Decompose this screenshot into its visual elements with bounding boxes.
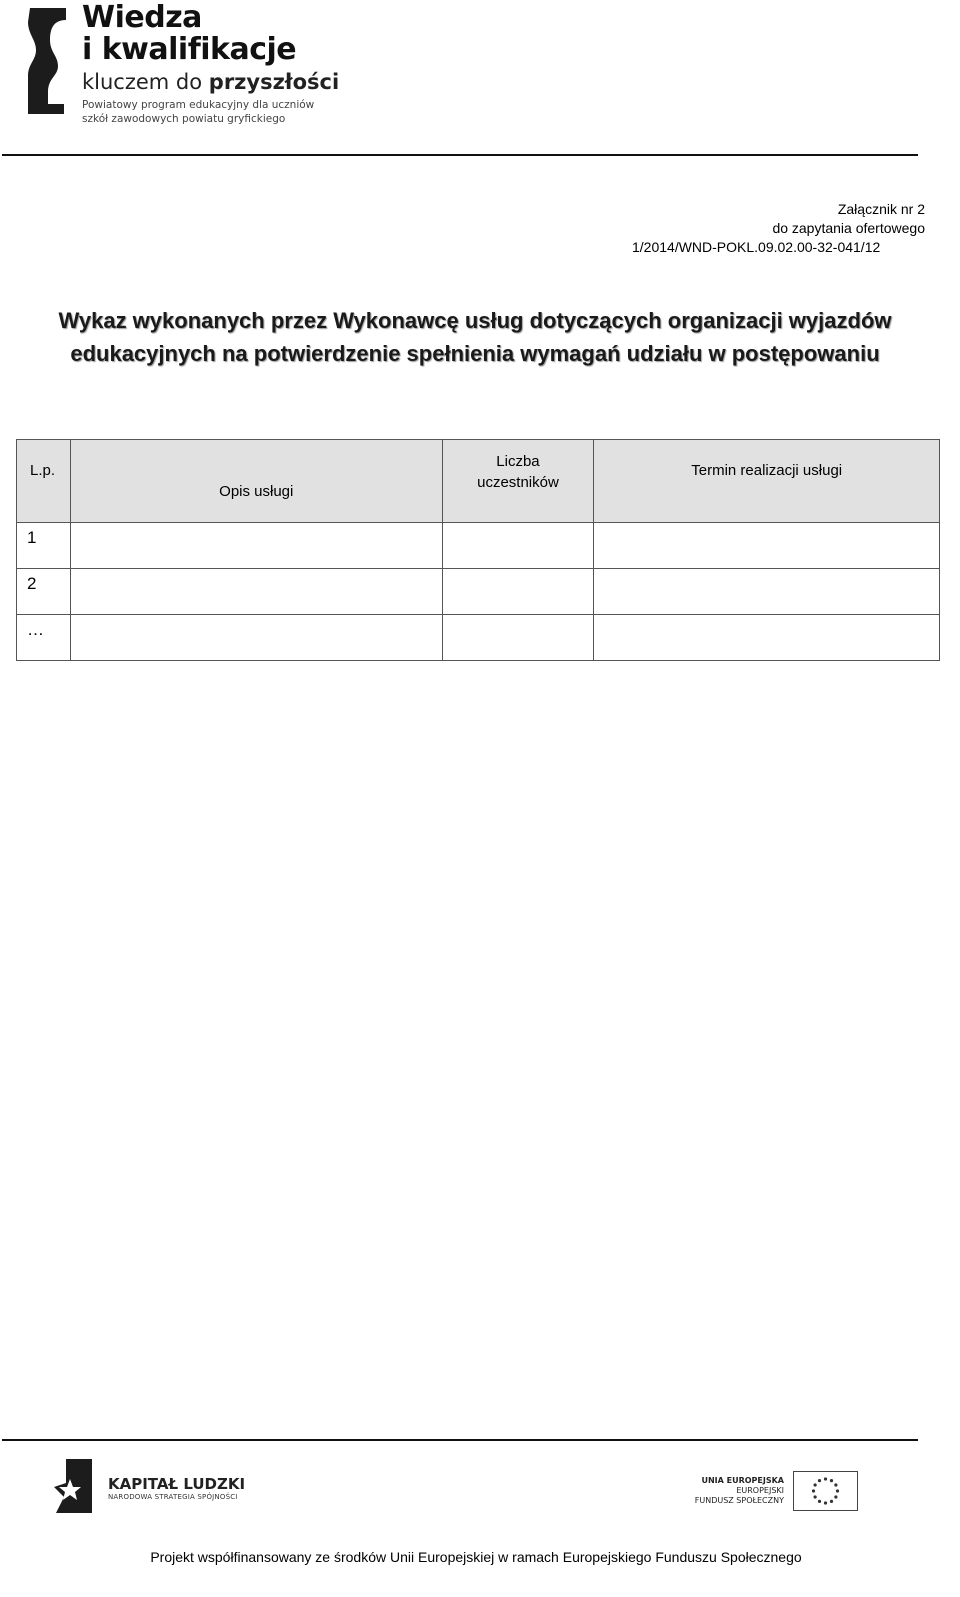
header-cell-term [594, 440, 940, 523]
eu-flag-icon [793, 1471, 858, 1511]
description-cell[interactable] [70, 569, 442, 615]
header-term-label: Termin realizacji usługi [691, 462, 843, 479]
eu-line1: UNIA EUROPEJSKA [701, 1476, 784, 1485]
row-number-cell [17, 615, 71, 661]
term-cell[interactable] [594, 569, 940, 615]
logo-title-line1: Wiedza [82, 0, 202, 35]
logo-title-line2: i kwalifikacje [82, 32, 297, 67]
header-participants-line1: Liczba [496, 453, 540, 470]
header-participants-label [443, 451, 594, 493]
row-number: … [27, 620, 44, 639]
eu-line2: EUROPEJSKI [736, 1486, 784, 1495]
eu-star-icon [814, 1483, 817, 1486]
header-cell-description [70, 440, 442, 523]
document-title [14, 304, 936, 370]
kapital-ludzki-subtitle: NARODOWA STRATEGIA SPÓJNOŚCI [108, 1493, 238, 1501]
annex-line2: do zapytania ofertowego [772, 220, 925, 236]
row-number: 2 [27, 574, 37, 593]
logo-subtitle [82, 70, 339, 94]
logo-tagline [82, 98, 314, 126]
eu-star-icon [830, 1479, 833, 1482]
document-title-line2: edukacyjnych na potwierdzenie spełnienia wymagań udziału w postępowaniu [70, 341, 880, 366]
table-row [17, 523, 940, 569]
program-logo-mark-icon [26, 6, 70, 116]
kapital-ludzki-title: KAPITAŁ LUDZKI [108, 1475, 246, 1493]
row-number: 1 [27, 528, 37, 547]
term-cell[interactable] [594, 523, 940, 569]
row-number-cell [17, 569, 71, 615]
header-description-label: Opis usługi [219, 483, 294, 500]
footer-divider [2, 1439, 918, 1441]
table-row [17, 615, 940, 661]
eu-star-icon [818, 1500, 821, 1503]
eu-fund-label [664, 1476, 784, 1506]
eu-star-icon [824, 1501, 827, 1504]
eu-star-icon [818, 1479, 821, 1482]
document-title-line1: Wykaz wykonanych przez Wykonawcę usług dotyczących organizacji wyjazdów [58, 308, 892, 333]
participants-cell[interactable] [442, 615, 594, 661]
logo-title [82, 2, 296, 66]
logo-sub-bold: przyszłości [208, 70, 340, 94]
annex-line1: Załącznik nr 2 [837, 201, 925, 217]
logo-tagline-line2: szkół zawodowych powiatu gryfickiego [82, 113, 286, 125]
table-header-row [17, 440, 940, 523]
eu-star-icon [834, 1483, 837, 1486]
header-cell-participants [442, 440, 594, 523]
eu-star-icon [836, 1489, 839, 1492]
row-number-cell [17, 523, 71, 569]
header-divider [2, 154, 918, 156]
annex-label [772, 200, 925, 238]
header-participants-line2: uczestników [477, 474, 559, 491]
term-cell[interactable] [594, 615, 940, 661]
participants-cell[interactable] [442, 569, 594, 615]
eu-star-icon [824, 1477, 827, 1480]
header-lp-label: L.p. [30, 462, 56, 479]
description-cell[interactable] [70, 615, 442, 661]
header-cell-lp [17, 440, 71, 523]
eu-line3: FUNDUSZ SPOŁECZNY [694, 1496, 784, 1505]
cofinancing-note: Projekt współfinansowany ze środków Unii Europejskiej w ramach Europejskiego Funduszu Społecznego [150, 1549, 802, 1565]
eu-star-icon [814, 1495, 817, 1498]
eu-star-icon [830, 1500, 833, 1503]
annex-reference-number: 1/2014/WND-POKL.09.02.00-32-041/12 [632, 239, 881, 255]
kapital-ludzki-logo-icon [52, 1457, 94, 1515]
description-cell[interactable] [70, 523, 442, 569]
eu-star-icon [834, 1495, 837, 1498]
logo-sub-prefix: kluczem do [82, 70, 209, 94]
services-table [16, 439, 940, 661]
logo-tagline-line1: Powiatowy program edukacyjny dla uczniów [82, 99, 315, 111]
eu-star-icon [812, 1489, 815, 1492]
table-row [17, 569, 940, 615]
participants-cell[interactable] [442, 523, 594, 569]
